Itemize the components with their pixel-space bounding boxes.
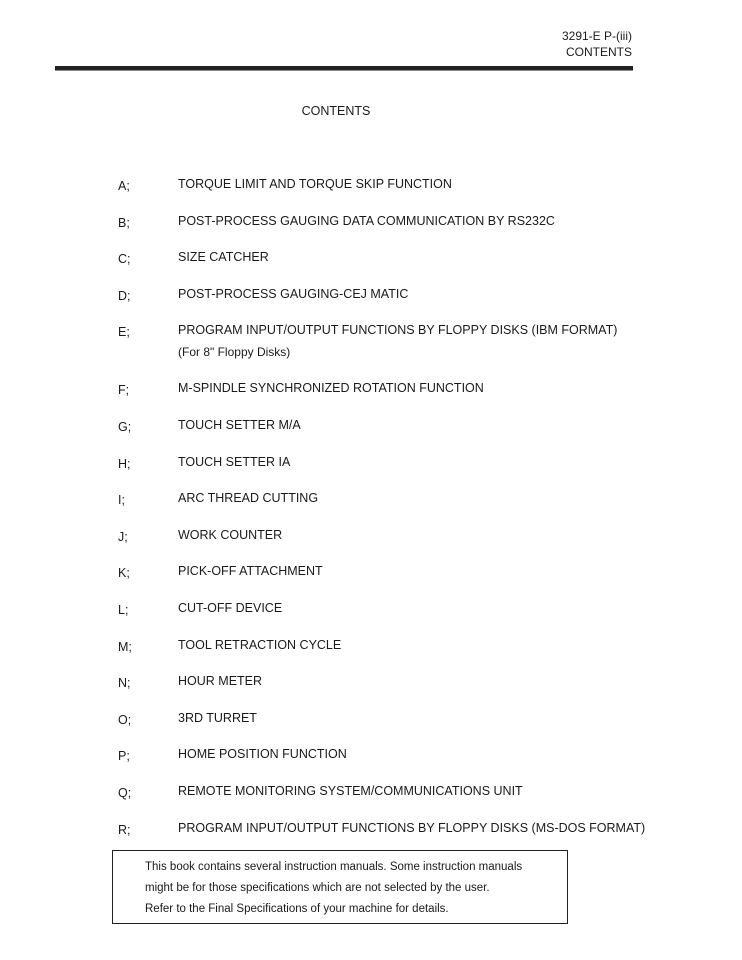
toc-entry-title (178, 380, 484, 396)
toc-entry-letter: O; (118, 712, 132, 727)
toc-entry-letter: B; (118, 215, 130, 230)
toc-entry-title-text: REMOTE MONITORING SYSTEM/COMMUNICATIONS UNIT (178, 783, 523, 798)
toc-entry-title (178, 673, 262, 689)
toc-entry (118, 417, 678, 454)
toc-entry (118, 746, 678, 783)
toc-entry-title (178, 563, 323, 579)
page-title: CONTENTS (301, 104, 371, 118)
toc-entry (118, 213, 678, 250)
toc-entry (118, 710, 678, 747)
toc-entry-title (178, 600, 282, 616)
toc-entry-title-text: PICK-OFF ATTACHMENT (178, 564, 323, 579)
toc-entry (118, 490, 678, 527)
toc-entry-title-text: SIZE CATCHER (178, 250, 269, 265)
toc-entry-title (178, 249, 269, 265)
toc-entry-title-text: POST-PROCESS GAUGING DATA COMMUNICATION BY RS232C (178, 213, 555, 228)
toc-entry-title (178, 454, 290, 470)
toc-entry-letter: N; (118, 676, 131, 691)
toc-entry-title (178, 637, 341, 653)
toc-entry-title-text: PROGRAM INPUT/OUTPUT FUNCTIONS BY FLOPPY DISKS (IBM FORMAT) (178, 323, 618, 338)
toc-entry-title (178, 490, 318, 506)
toc-entry-title-text: TOOL RETRACTION CYCLE (178, 637, 342, 652)
toc-entry-letter: F; (118, 383, 130, 398)
toc-entry (118, 249, 678, 286)
toc-entry-title (178, 820, 645, 836)
section-label: CONTENTS (566, 45, 632, 59)
toc-entry-letter: K; (118, 566, 130, 581)
toc-entry-letter: E; (118, 325, 130, 340)
toc-entry-letter: C; (118, 252, 131, 267)
toc-entry-letter: M; (118, 639, 132, 654)
toc-entry-title-text: HOME POSITION FUNCTION (178, 747, 347, 762)
toc-entry-title-text: TOUCH SETTER IA (178, 454, 291, 469)
toc-entry-title (178, 322, 617, 360)
toc-entry (118, 600, 678, 637)
toc-entry-letter: R; (118, 822, 131, 837)
toc-entry (118, 176, 678, 213)
notice-line: Refer to the Final Specifications of your machine for details. (145, 903, 449, 915)
document-code: 3291-E P-(iii) (561, 29, 632, 43)
toc-entry-title (178, 783, 523, 799)
toc-entry-letter: D; (118, 288, 131, 303)
toc-entry-title-text: TOUCH SETTER M/A (178, 417, 301, 432)
page-header (562, 28, 632, 60)
toc-entry-title (178, 417, 301, 433)
header-rule (55, 66, 633, 71)
toc-entry-letter: Q; (118, 785, 132, 800)
toc-entry-title (178, 527, 282, 543)
toc-entry-title-text: M-SPINDLE SYNCHRONIZED ROTATION FUNCTION (178, 381, 484, 396)
toc-entry-letter: H; (118, 456, 131, 471)
toc-entry-title (178, 710, 257, 726)
toc-entry-title-text: CUT-OFF DEVICE (178, 600, 283, 615)
table-of-contents (118, 176, 678, 856)
toc-entry-title (178, 213, 555, 229)
toc-entry-letter: G; (118, 419, 132, 434)
toc-entry-title-text: TORQUE LIMIT AND TORQUE SKIP FUNCTION (178, 177, 452, 191)
notice-line: This book contains several instruction manuals. Some instruction manuals (145, 861, 523, 873)
toc-entry (118, 673, 678, 710)
toc-entry-title-text: HOUR METER (178, 674, 263, 689)
toc-entry (118, 454, 678, 491)
toc-entry (118, 637, 678, 674)
toc-entry (118, 286, 678, 323)
toc-entry-title (178, 746, 347, 762)
toc-entry-title-text: POST-PROCESS GAUGING-CEJ MATIC (178, 286, 409, 301)
toc-entry (118, 380, 678, 417)
notice-line: might be for those specifications which are not selected by the user. (145, 882, 490, 894)
toc-entry-subtitle: (For 8" Floppy Disks) (178, 345, 291, 360)
toc-entry-letter: L; (118, 602, 129, 617)
toc-entry-letter: J; (118, 529, 128, 544)
toc-entry-title-text: ARC THREAD CUTTING (178, 491, 319, 506)
toc-entry (118, 322, 678, 380)
notice-box (112, 850, 568, 924)
toc-entry-title (178, 286, 408, 302)
toc-entry-title-text: PROGRAM INPUT/OUTPUT FUNCTIONS BY FLOPPY DISKS (MS-DOS FORMAT) (178, 820, 646, 835)
toc-entry-letter: P; (118, 749, 130, 764)
toc-entry-title-text: WORK COUNTER (178, 527, 283, 542)
toc-entry (118, 563, 678, 600)
toc-entry (118, 783, 678, 820)
toc-entry (118, 527, 678, 564)
toc-entry-letter: I; (118, 493, 125, 508)
toc-entry-letter: A; (118, 179, 130, 193)
toc-entry-title-text: 3RD TURRET (178, 710, 257, 725)
toc-entry-title (178, 176, 452, 192)
